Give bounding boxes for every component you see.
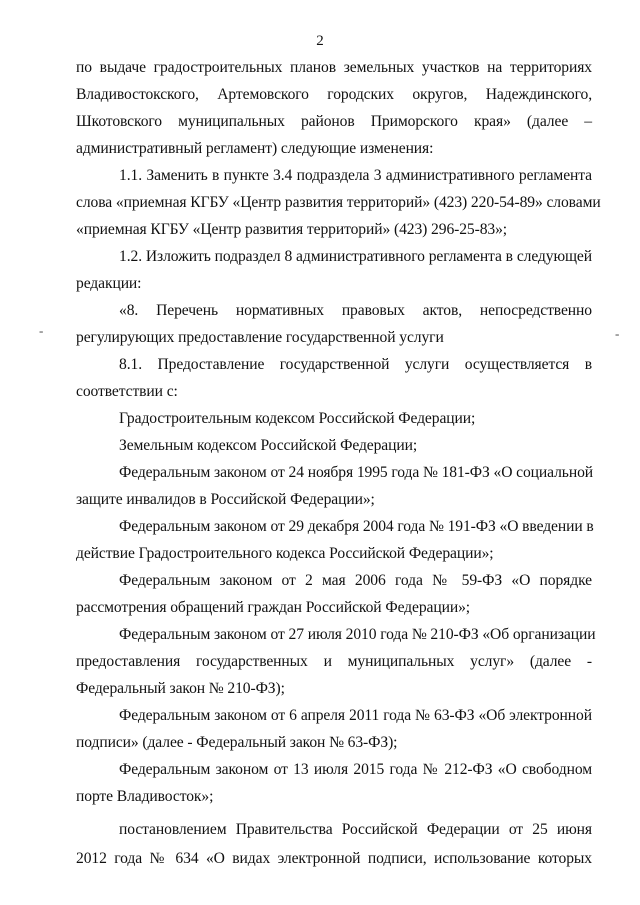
text-line: постановлением Правительства Российской Федерации от 25 июня <box>119 821 592 838</box>
text-line: Земельным кодексом Российской Федерации; <box>119 437 418 454</box>
text-line: Федеральным законом от 27 июля 2010 года № 210-ФЗ «Об организации <box>119 626 596 643</box>
text-line: Федеральным законом от 29 декабря 2004 года № 191-ФЗ «О введении в <box>119 518 594 535</box>
text-line: Федеральный закон № 210-ФЗ); <box>76 680 285 697</box>
text-line: 1.2. Изложить подраздел 8 административного регламента в следующей <box>119 248 592 265</box>
text-line: 8.1. Предоставление государственной услуги осуществляется в <box>119 356 592 373</box>
text-line: Федеральным законом от 13 июля 2015 года № 212-ФЗ «О свободном <box>119 761 592 778</box>
text-line: Шкотовского муниципальных районов Приморского края» (далее – <box>76 113 592 130</box>
text-line: регулирующих предоставление государственной услуги <box>76 329 444 346</box>
text-line: подписи» (далее - Федеральный закон № 63-ФЗ); <box>76 734 398 751</box>
text-line: рассмотрения обращений граждан Российской Федерации»; <box>76 599 471 616</box>
text-line: по выдаче градостроительных планов земельных участков на территориях <box>76 59 592 76</box>
text-line: 2012 года № 634 «О видах электронной подписи, использование которых <box>76 850 592 867</box>
margin-mark-left: - <box>39 323 44 338</box>
text-line: порте Владивосток»; <box>76 788 214 805</box>
margin-mark-right: - <box>615 326 620 341</box>
text-line: действие Градостроительного кодекса Российской Федерации»; <box>76 545 494 562</box>
text-line: Федеральным законом от 2 мая 2006 года № 59-ФЗ «О порядке <box>119 572 592 589</box>
text-line: административный регламент) следующие изменения: <box>76 140 434 157</box>
text-line: Градостроительным кодексом Российской Федерации; <box>119 410 476 427</box>
text-line: редакции: <box>76 275 142 292</box>
text-line: защите инвалидов в Российской Федерации»; <box>76 491 375 508</box>
text-line: Федеральным законом от 24 ноября 1995 года № 181-ФЗ «О социальной <box>119 464 594 481</box>
text-line: соответствии с: <box>76 383 178 400</box>
text-line: предоставления государственных и муниципальных услуг» (далее - <box>76 653 592 670</box>
text-line: 1.1. Заменить в пункте 3.4 подраздела 3 административного регламента <box>119 167 592 184</box>
text-line: Федеральным законом от 6 апреля 2011 года № 63-ФЗ «Об электронной <box>119 707 592 724</box>
page-number: 2 <box>316 33 324 49</box>
text-line: «8. Перечень нормативных правовых актов, непосредственно <box>119 302 592 319</box>
text-line: слова «приемная КГБУ «Центр развития территорий» (423) 220-54-89» словами <box>76 194 601 211</box>
text-line: «приемная КГБУ «Центр развития территорий» (423) 296-25-83»; <box>76 221 508 238</box>
text-line: Владивостокского, Артемовского городских округов, Надеждинского, <box>76 86 592 103</box>
